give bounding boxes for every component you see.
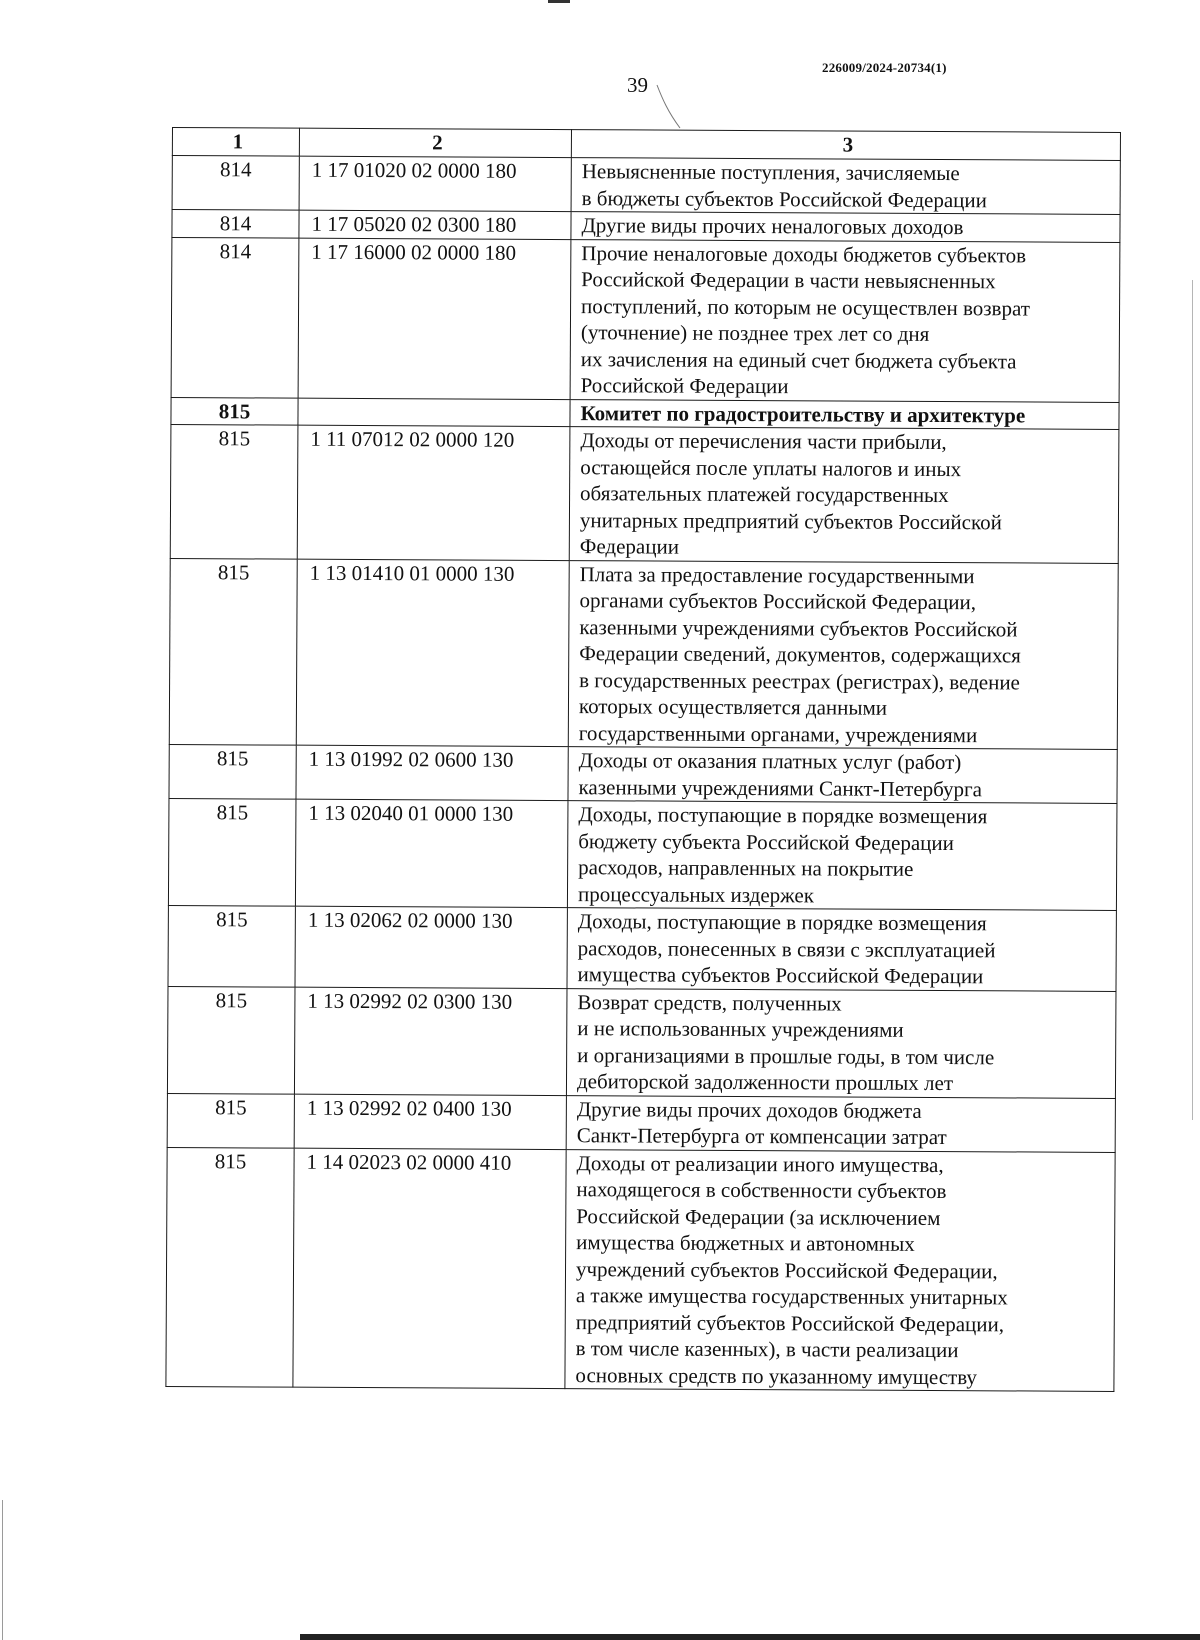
table-row — [172, 156, 1120, 215]
kbk-code-cell — [298, 398, 570, 427]
income-name-cell: Комитет по градостроительству и архитектуре — [570, 399, 1119, 429]
admin-code-cell: 815 — [167, 986, 295, 1094]
scan-artifact-top — [548, 0, 570, 3]
kbk-code-cell: 1 17 16000 02 0000 180 — [298, 238, 571, 399]
table-row — [172, 210, 1120, 242]
admin-code-cell: 815 — [169, 558, 297, 745]
admin-code-cell: 815 — [167, 1093, 294, 1148]
table-body — [166, 156, 1120, 1392]
scan-edge-line-right — [1192, 280, 1193, 1120]
admin-code-cell: 815 — [166, 1147, 294, 1387]
scan-edge-line-left — [2, 1500, 3, 1640]
income-name-cell: Плата за предоставление государственными органами субъектов Российской Федерации, казенными учреждениями субъектов Российской Федерации сведений, документов, содержащихся в государственных реестрах (регистрах), ведение которых осуществляется данными государственными органами, учреждениями — [568, 560, 1118, 749]
table-row — [166, 1147, 1115, 1391]
kbk-code-cell: 1 17 01020 02 0000 180 — [299, 156, 571, 211]
table-row — [171, 237, 1120, 402]
income-name-cell: Доходы от реализации иного имущества, находящегося в собственности субъектов Российской Федерации (за исключением имущества бюджетных и автономных учреждений субъектов Российской Федерации, а также имущества государственных унитарных предприятий субъектов Российской Федерации, в том числе казенных), в части реализации основных средств по указанному имуществу — [565, 1149, 1115, 1391]
kbk-code-cell: 1 13 01410 01 0000 130 — [296, 559, 569, 747]
income-name-cell: Невыясненные поступления, зачисляемые в бюджеты субъектов Российской Федерации — [571, 158, 1120, 215]
admin-code-cell: 814 — [172, 210, 299, 238]
admin-code-cell: 815 — [171, 397, 298, 425]
admin-code-cell: 814 — [171, 237, 299, 398]
admin-code-cell: 814 — [172, 156, 299, 211]
income-name-cell: Доходы от оказания платных услуг (работ) казенными учреждениями Санкт-Петербурга — [568, 747, 1117, 804]
income-name-cell: Другие виды прочих неналоговых доходов — [571, 212, 1120, 242]
kbk-code-cell: 1 13 02040 01 0000 130 — [295, 799, 568, 907]
admin-code-cell: 815 — [168, 798, 296, 906]
kbk-code-cell: 1 13 02992 02 0300 130 — [294, 987, 567, 1095]
kbk-code-cell: 1 13 02062 02 0000 130 — [295, 906, 567, 988]
column-header: 1 — [172, 128, 299, 157]
kbk-code-cell: 1 14 02023 02 0000 410 — [293, 1148, 566, 1389]
table-row — [168, 905, 1116, 990]
income-name-cell: Прочие неналоговые доходы бюджетов субъектов Российской Федерации в части невыясненных поступлений, по которым не осуществлен возврат (уточнение) не позднее трех лет со дня их зачисления на единый счет бюджета субъекта Российской Федерации — [570, 239, 1120, 402]
kbk-code-cell: 1 13 01992 02 0600 130 — [296, 745, 568, 800]
income-name-cell: Доходы, поступающие в порядке возмещения бюджету субъекта Российской Федерации расходов, направленных на покрытие процессуальных издержек — [567, 801, 1117, 911]
kbk-code-cell: 1 13 02992 02 0400 130 — [294, 1094, 566, 1149]
table-row — [170, 424, 1119, 562]
column-header: 2 — [299, 128, 571, 157]
admin-code-cell: 815 — [170, 424, 298, 558]
table-row — [168, 798, 1117, 910]
page-number: 39 — [627, 73, 648, 97]
column-header: 3 — [571, 130, 1120, 161]
scan-artifact-bottom — [300, 1634, 1200, 1640]
table-row — [169, 744, 1117, 803]
registration-number: 226009/2024-20734(1) — [822, 60, 947, 75]
table-row — [169, 558, 1118, 749]
kbk-code-cell: 1 17 05020 02 0300 180 — [299, 210, 571, 239]
income-name-cell: Другие виды прочих доходов бюджета Санкт-Петербурга от компенсации затрат — [566, 1095, 1115, 1152]
admin-code-cell: 815 — [168, 905, 295, 986]
admin-code-cell: 815 — [169, 744, 296, 799]
table-row — [167, 986, 1116, 1098]
income-name-cell: Доходы, поступающие в порядке возмещения расходов, понесенных в связи с эксплуатацией имущества субъектов Российской Федерации — [567, 908, 1116, 991]
scan-artifact-stroke — [656, 84, 682, 130]
table-row — [167, 1093, 1115, 1152]
income-name-cell: Доходы от перечисления части прибыли, остающейся после уплаты налогов и иных обязательных платежей государственных унитарных предприятий субъектов Российской Федерации — [569, 427, 1119, 563]
kbk-code-cell: 1 11 07012 02 0000 120 — [297, 425, 570, 560]
income-name-cell: Возврат средств, полученных и не использованных учреждениями и организациями в прошлые годы, в том числе дебиторской задолженности прошлых лет — [566, 988, 1116, 1098]
revenue-codes-table — [165, 127, 1121, 1392]
